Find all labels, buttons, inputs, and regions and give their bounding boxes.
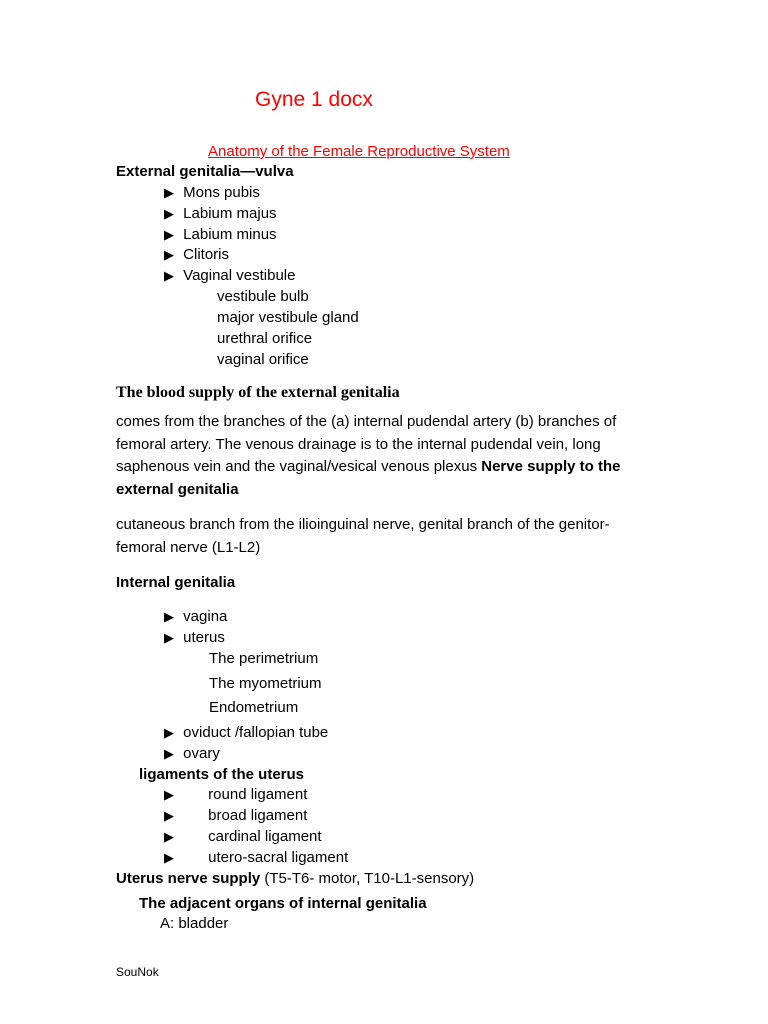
- uterus-nerve-supply-value: (T5-T6- motor, T10-L1-sensory): [260, 870, 475, 887]
- document-title: Gyne 1 docx: [255, 88, 373, 111]
- sub-list-item: The myometrium: [209, 675, 322, 692]
- sub-list-item: vestibule bulb: [217, 288, 309, 305]
- adjacent-organs-heading: The adjacent organs of internal genitalia: [139, 895, 427, 912]
- section-subtitle: Anatomy of the Female Reproductive System: [208, 143, 510, 160]
- sub-list-item: vaginal orifice: [217, 351, 309, 368]
- blood-supply-text: comes from the branches of the (a) internal pudendal artery (b) branches of femoral artery. The venous drainage is to the internal pudendal vein, long saphenous vein and the vaginal/vesical venous plexus: [116, 413, 617, 475]
- external-genitalia-heading: External genitalia—vulva: [116, 163, 294, 180]
- bullet-arrow-icon: ▶: [164, 609, 174, 624]
- list-item: ▶ round ligament: [164, 786, 308, 803]
- bullet-arrow-icon: ▶: [164, 185, 174, 200]
- bullet-arrow-icon: ▶: [164, 247, 174, 262]
- bullet-arrow-icon: ▶: [164, 808, 174, 823]
- bullet-arrow-icon: ▶: [164, 746, 174, 761]
- bullet-arrow-icon: ▶: [164, 829, 174, 844]
- blood-supply-paragraph: [116, 411, 636, 501]
- sub-list-item: Endometrium: [209, 699, 299, 716]
- list-item: ▶ Mons pubis: [164, 184, 260, 201]
- sub-list-item: major vestibule gland: [217, 309, 359, 326]
- bullet-arrow-icon: ▶: [164, 725, 174, 740]
- ligaments-heading: ligaments of the uterus: [139, 766, 305, 783]
- list-item: ▶ utero-sacral ligament: [164, 849, 349, 866]
- bullet-arrow-icon: ▶: [164, 268, 174, 283]
- list-item: ▶ vagina: [164, 608, 228, 625]
- list-item: ▶ Clitoris: [164, 246, 230, 263]
- sub-list-item: The perimetrium: [209, 650, 319, 667]
- bullet-arrow-icon: ▶: [164, 227, 174, 242]
- list-item: ▶ ovary: [164, 745, 220, 762]
- page-footer: SouNok: [116, 965, 159, 979]
- list-item: ▶ uterus: [164, 629, 225, 646]
- bullet-arrow-icon: ▶: [164, 206, 174, 221]
- list-item: ▶ broad ligament: [164, 807, 308, 824]
- uterus-nerve-supply-line: [116, 870, 474, 887]
- list-item: ▶ cardinal ligament: [164, 828, 322, 845]
- bullet-arrow-icon: ▶: [164, 850, 174, 865]
- adjacent-organ-item: A: bladder: [160, 915, 229, 932]
- nerve-supply-heading: Nerve supply to the external genitalia: [116, 458, 621, 498]
- bullet-arrow-icon: ▶: [164, 787, 174, 802]
- list-item: ▶ Labium majus: [164, 205, 277, 222]
- list-item: ▶ Labium minus: [164, 226, 277, 243]
- sub-list-item: urethral orifice: [217, 330, 313, 347]
- uterus-nerve-supply-label: Uterus nerve supply: [116, 870, 261, 887]
- blood-supply-heading: The blood supply of the external genitalia: [116, 384, 400, 401]
- list-item: ▶ Vaginal vestibule: [164, 267, 296, 284]
- bullet-arrow-icon: ▶: [164, 630, 174, 645]
- internal-genitalia-heading: Internal genitalia: [116, 574, 236, 591]
- nerve-supply-paragraph: cutaneous branch from the ilioinguinal nerve, genital branch of the genitor-femoral nerve (L1-L2): [116, 516, 610, 556]
- list-item: ▶ oviduct /fallopian tube: [164, 724, 329, 741]
